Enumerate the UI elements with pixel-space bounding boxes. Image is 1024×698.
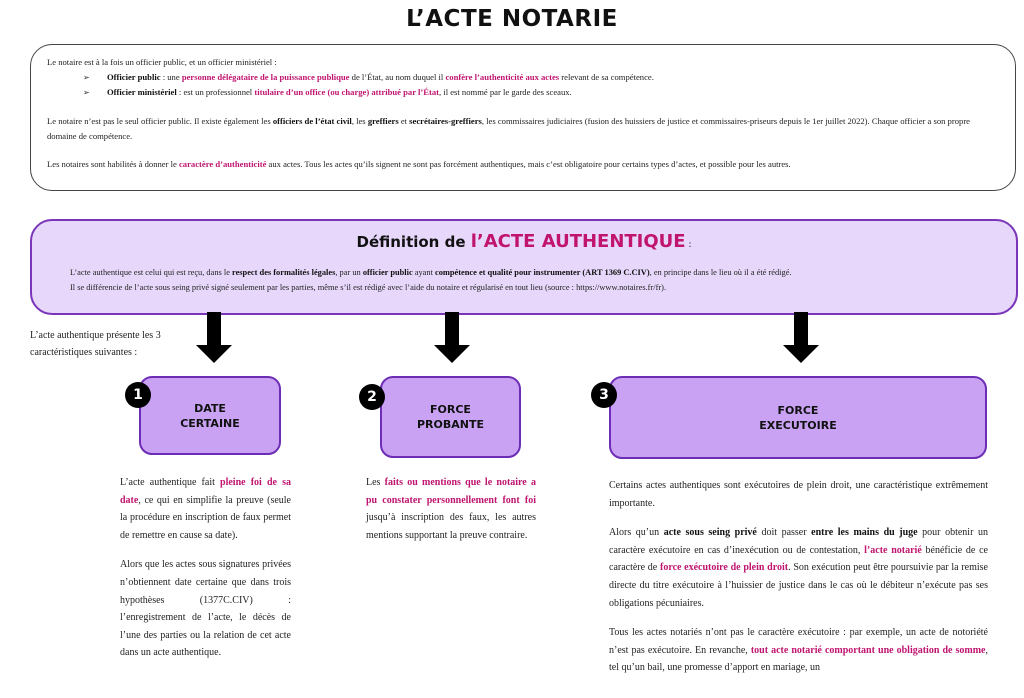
number-badge: 1 (125, 382, 151, 408)
highlight: faits ou mentions que le notaire a pu constater personnellement font foi (366, 477, 536, 506)
text: pour obtenir un caractère exécutoire en cas d’inexécution ou de contestation, (609, 527, 988, 556)
feature-label: CERTAINE (180, 416, 240, 430)
bullet-officier-ministeriel (47, 85, 1001, 100)
page-title: L’ACTE NOTARIE (406, 6, 618, 32)
term: respect des formalités légales (232, 268, 336, 277)
text: , ce qui en simplifie la preuve (seule la procédure en inscription de faux permet de remettre en cause sa date). (120, 494, 291, 541)
term: acte sous seing privé (663, 527, 757, 539)
feature-label: PROBANTE (416, 418, 484, 431)
definition-box (30, 219, 1018, 315)
intro-line: Le notaire est à la fois un officier public, et un officier ministériel : (47, 57, 277, 67)
definition-line-2: Il se différencie de l’acte sous seing privé signé seulement par les parties, même s’il est rédigé avec l’aide du notaire et régularisé en tout lieu (source : https://www.notaires.fr/fr). (70, 283, 667, 292)
term: compétence et qualité pour instrumenter (ART 1369 C.CIV) (435, 268, 650, 277)
text: , tel qu’un bail, une promesse d’apport en mariage, un (609, 644, 988, 674)
text: Le notaire n’est pas le seul officier public. Il existe également les (47, 115, 273, 126)
text: : une (160, 72, 182, 83)
feature-box-force-probante (380, 376, 521, 458)
paragraph (366, 474, 536, 544)
paragraph (120, 474, 291, 544)
text: , il est nommé par le garde des sceaux. (439, 87, 572, 98)
paragraph (609, 524, 988, 612)
text: Les notaires sont habilités à donner le (47, 159, 179, 170)
definition-text (70, 265, 1000, 295)
feature-box-date-certaine (139, 376, 281, 455)
force-probante-text (366, 474, 536, 544)
feature-label: FORCE (430, 403, 471, 416)
feature-box-force-executoire (609, 376, 987, 459)
paragraph (609, 624, 988, 677)
highlight: pleine foi de sa date (120, 477, 291, 506)
text: L’acte authentique fait (120, 477, 221, 488)
definition-title (32, 231, 1016, 252)
text: de l’État, au nom duquel il (349, 72, 446, 83)
text: aux actes. Tous les actes qu’ils signent ne sont pas forcément authentiques, mais c’est obligatoire pour certains types d’actes, et possible pour les autres. (266, 159, 791, 170)
highlight: tout acte notarié comportant une obligation de somme (750, 644, 986, 656)
feature-label: DATE (194, 401, 226, 415)
text: , les commissaires judiciaires (fusion des huissiers de justice et commissaires-priseurs depuis le 1er juillet 2022). Chaque officier a son propre domaine de compétence. (47, 115, 970, 141)
number-badge: 3 (591, 382, 617, 408)
term: greffiers (367, 115, 399, 126)
text: Alors qu’un (609, 527, 664, 539)
text: Les (366, 477, 385, 488)
term: Officier public (107, 72, 161, 83)
text: Définition de (356, 233, 471, 251)
feature-label: EXECUTOIRE (759, 418, 837, 432)
text: . Son exécution peut être poursuivie par la remise directe du titre exécutoire à l’huissier de justice dans le cas où le débiteur n’exécute pas ses obligations pécuniaires. (609, 562, 988, 609)
highlight: confère l’authenticité aux actes (445, 72, 560, 83)
highlight: caractère d’authenticité (178, 159, 267, 170)
intro-paragraph-officers (47, 114, 1001, 144)
arrow-bullet-icon: ➢ (83, 73, 90, 83)
arrow-bullet-icon: ➢ (83, 88, 90, 98)
term: entre les mains du juge (811, 527, 918, 539)
intro-box (30, 44, 1016, 191)
text: ayant (412, 268, 435, 277)
text: bénéficie de ce caractère de (609, 544, 988, 574)
paragraph: Certains actes authentiques sont exécutoires de plein droit, une caractéristique extrêmement importante. (609, 480, 988, 509)
text: : est un professionnel (176, 87, 255, 98)
highlight: force exécutoire de plein droit (659, 562, 789, 574)
highlight: personne délégataire de la puissance publique (181, 72, 350, 83)
highlight: titulaire d’un office (ou charge) attribué par l’État (254, 87, 440, 98)
highlight: l’acte notarié (864, 544, 922, 556)
definition-line-1 (70, 265, 1000, 280)
highlight: l’ACTE AUTHENTIQUE (470, 231, 686, 252)
bullet-officier-public (47, 70, 1001, 85)
text: et (398, 115, 410, 126)
feature-label: FORCE (777, 403, 819, 417)
paragraph: Alors que les actes sous signatures privées n’obtiennent date certaine que dans trois hypothèses (1377C.CIV) : l’enregistrement de l’acte, le décès de l’une des parties ou la relation de cet acte dans un acte authentique. (120, 559, 291, 659)
date-certaine-text (120, 474, 291, 662)
characteristics-note: L’acte authentique présente les 3 caractéristiques suivantes : (30, 330, 161, 358)
text: , les (351, 115, 368, 126)
text: relevant de sa compétence. (559, 72, 654, 83)
force-executoire-text (609, 477, 988, 677)
number-badge: 2 (359, 384, 385, 410)
term: Officier ministériel (107, 87, 177, 98)
text: L’acte authentique est celui qui est reçu, dans le (70, 268, 233, 277)
text: jusqu’à inscription des faux, les autres mentions supportant la preuve contraire. (366, 512, 536, 541)
text: , par un (335, 268, 363, 277)
term: officier public (362, 268, 413, 277)
text: , en principe dans le lieu où il a été rédigé. (649, 268, 792, 277)
term: officiers de l’état civil (272, 115, 352, 126)
text: Tous les actes notariés n’ont pas le caractère exécutoire : par exemple, un acte de notoriété n’est pas exécutoire. En revanche, (609, 627, 988, 656)
intro-paragraph-authenticity (47, 157, 1001, 172)
text: : (685, 240, 692, 250)
text: doit passer (756, 527, 812, 539)
term: secrétaires-greffiers (409, 115, 482, 126)
